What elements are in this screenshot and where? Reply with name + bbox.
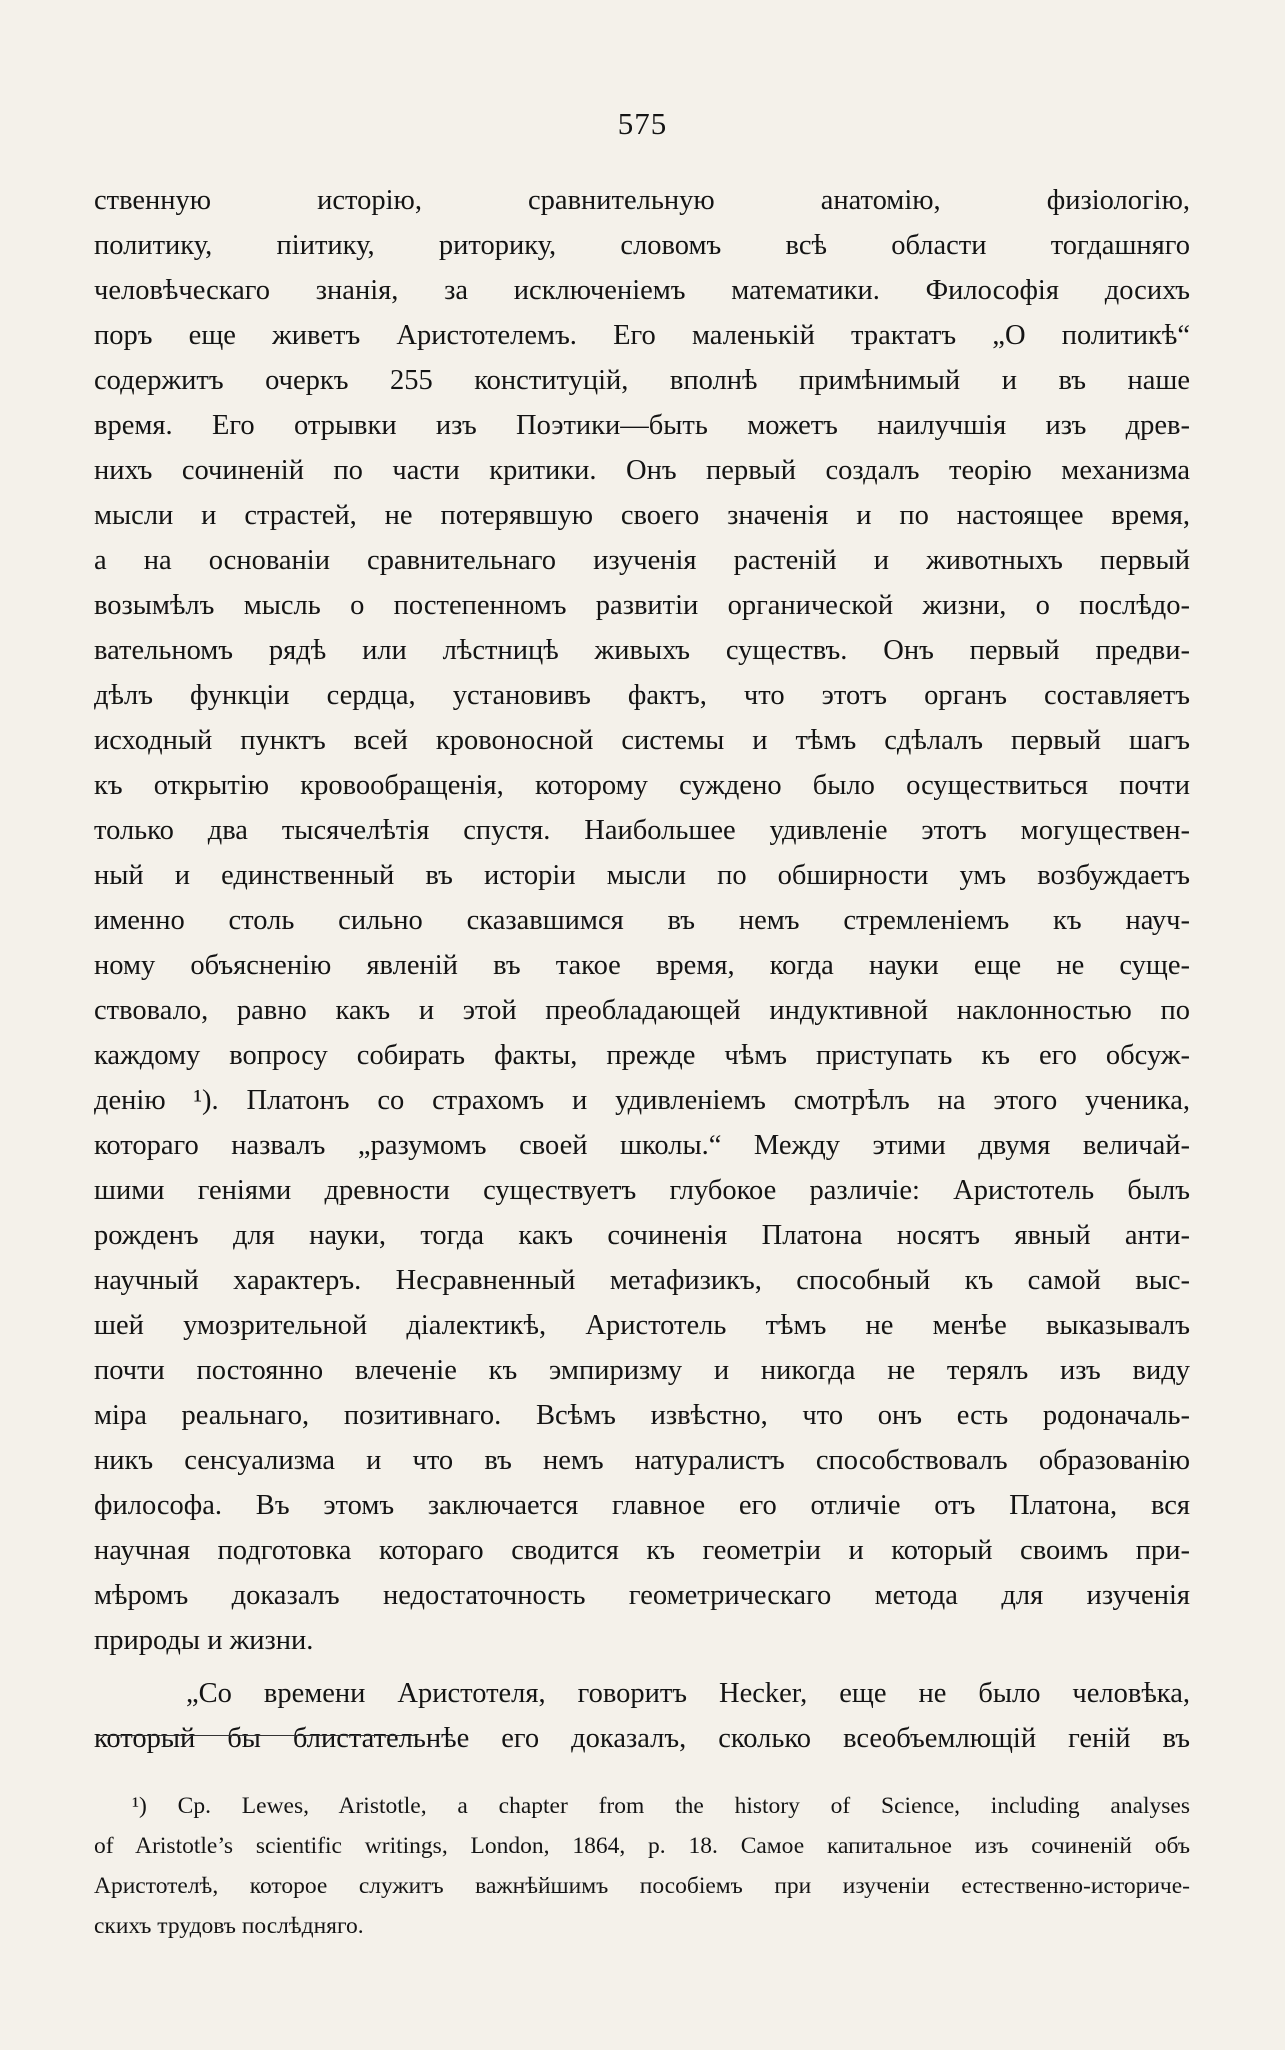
text-line: міра реальнаго, позитивнаго. Всѣмъ извѣстно, что онъ есть родоначаль-	[94, 1400, 1190, 1431]
text-line: ствовало, равно какъ и этой преобладающей индуктивной наклонностью по	[94, 995, 1190, 1026]
text-line: ный и единственный въ исторіи мысли по обширности умъ возбуждаетъ	[94, 860, 1190, 891]
text-line: почти постоянно влеченіе къ эмпиризму и никогда не терялъ изъ виду	[94, 1355, 1190, 1386]
text-line: научный характеръ. Несравненный метафизикъ, способный къ самой выс-	[94, 1265, 1190, 1296]
page-number: 575	[617, 106, 668, 141]
text-line: ственную исторію, сравнительную анатомію, физіологію,	[94, 185, 1190, 216]
text-line: къ открытію кровообращенія, которому суждено было осуществиться почти	[94, 770, 1190, 801]
text-line: человѣческаго знанія, за исключеніемъ математики. Философія досихъ	[94, 275, 1190, 306]
text-line: философа. Въ этомъ заключается главное его отличіе отъ Платона, вся	[94, 1490, 1190, 1521]
footnote-line: of Aristotle’s scientific writings, London, 1864, p. 18. Самое капитальное изъ сочиненій объ	[94, 1833, 1190, 1859]
text-line: исходный пунктъ всей кровоносной системы и тѣмъ сдѣлалъ первый шагъ	[94, 725, 1190, 756]
footnote-divider	[98, 1735, 416, 1736]
text-line: вательномъ рядѣ или лѣстницѣ живыхъ существъ. Онъ первый предви-	[94, 635, 1190, 666]
text-line: котораго назвалъ „разумомъ своей школы.“ Между этими двумя величай-	[94, 1130, 1190, 1161]
text-line: а на основаніи сравнительнаго изученія растеній и животныхъ первый	[94, 545, 1190, 576]
text-line: нихъ сочиненій по части критики. Онъ первый создалъ теорію механизма	[94, 455, 1190, 486]
footnotes	[94, 1786, 1190, 1946]
footnote-line: Аристотелѣ, которое служитъ важнѣйшимъ пособіемъ при изученіи естественно-историче-	[94, 1873, 1190, 1899]
text-line: научная подготовка котораго сводится къ геометріи и который своимъ при-	[94, 1535, 1190, 1566]
text-line: мѣромъ доказалъ недостаточность геометрическаго метода для изученія	[94, 1580, 1190, 1611]
text-line: ному объясненію явленій въ такое время, когда науки еще не суще-	[94, 950, 1190, 981]
text-line: поръ еще живетъ Аристотелемъ. Его маленькій трактатъ „О политикѣ“	[94, 320, 1190, 351]
text-line: политику, піитику, риторику, словомъ всѣ области тогдашняго	[94, 230, 1190, 261]
footnote-line: ¹) Ср. Lewes, Aristotle, a chapter from the history of Science, including analyses	[132, 1793, 1190, 1819]
text-line: именно столь сильно сказавшимся въ немъ стремленіемъ къ науч-	[94, 905, 1190, 936]
text-line: денію ¹). Платонъ со страхомъ и удивленіемъ смотрѣлъ на этого ученика,	[94, 1085, 1190, 1116]
paragraph-start-line: „Со времени Аристотеля, говоритъ Hecker, еще не было человѣка,	[186, 1678, 1190, 1709]
text-line: время. Его отрывки изъ Поэтики—быть можетъ наилучшія изъ древ-	[94, 410, 1190, 441]
text-line: шими геніями древности существуетъ глубокое различіе: Аристотель былъ	[94, 1175, 1190, 1206]
body-text	[94, 178, 1190, 1761]
text-line: каждому вопросу собирать факты, прежде чѣмъ приступать къ его обсуж-	[94, 1040, 1190, 1071]
text-line: только два тысячелѣтія спустя. Наибольшее удивленіе этотъ могуществен-	[94, 815, 1190, 846]
footnote-line: скихъ трудовъ послѣдняго.	[94, 1913, 364, 1939]
paragraph-end-line: природы и жизни.	[94, 1625, 314, 1656]
text-line: который бы блистательнѣе его доказалъ, сколько всеобъемлющій геній въ	[94, 1723, 1190, 1754]
text-line: рожденъ для науки, тогда какъ сочиненія Платона носятъ явный анти-	[94, 1220, 1190, 1251]
text-line: шей умозрительной діалектикѣ, Аристотель тѣмъ не менѣе выказывалъ	[94, 1310, 1190, 1341]
text-line: возымѣлъ мысль о постепенномъ развитіи органической жизни, о послѣдо-	[94, 590, 1190, 621]
text-line: мысли и страстей, не потерявшую своего значенія и по настоящее время,	[94, 500, 1190, 531]
text-line: содержитъ очеркъ 255 конституцій, вполнѣ примѣнимый и въ наше	[94, 365, 1190, 396]
text-line: дѣлъ функціи сердца, установивъ фактъ, что этотъ органъ составляетъ	[94, 680, 1190, 711]
text-line: никъ сенсуализма и что въ немъ натуралистъ способствовалъ образованію	[94, 1445, 1190, 1476]
